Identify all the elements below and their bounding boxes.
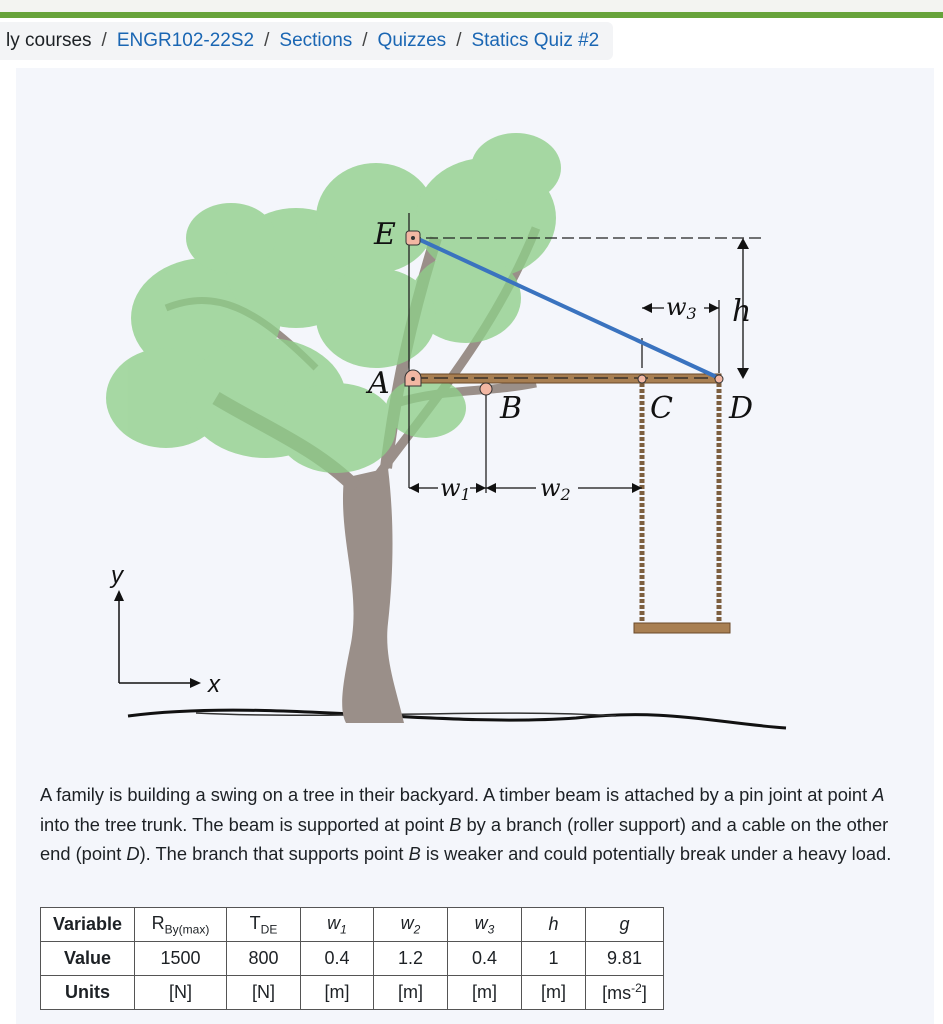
breadcrumb-separator: /	[101, 30, 107, 51]
table-cell-unit: [m]	[522, 976, 586, 1010]
label-dimension-w1: w1	[440, 474, 471, 504]
table-row-header: Variable	[41, 908, 135, 942]
tree-foliage	[106, 133, 561, 473]
table-cell-variable: g	[586, 908, 664, 942]
table-cell-value: 1	[522, 942, 586, 976]
table-cell-value: 1.2	[374, 942, 448, 976]
table-cell-unit: [N]	[135, 976, 227, 1010]
table-cell-variable: $T_{DE}$	[227, 908, 301, 942]
table-cell-variable: $R_{By(max)}$	[135, 908, 227, 942]
table-row-value	[41, 942, 664, 976]
label-dimension-h: h	[732, 294, 752, 329]
swing-seat	[634, 623, 730, 633]
label-point-e: E	[374, 217, 396, 252]
table-cell-variable: $w_2$	[374, 908, 448, 942]
table-cell-value: 0.4	[301, 942, 374, 976]
table-cell-unit: [m]	[374, 976, 448, 1010]
table-row-units	[41, 976, 664, 1010]
table-cell-value: 800	[227, 942, 301, 976]
label-point-a: A	[368, 366, 390, 401]
top-header-strip	[0, 0, 943, 12]
swing-diagram	[16, 68, 934, 768]
table-cell-variable: h	[522, 908, 586, 942]
joint-d	[715, 375, 723, 383]
roller-support-b	[480, 383, 492, 395]
breadcrumb-sections[interactable]: Sections	[279, 30, 353, 51]
label-point-d: D	[729, 391, 754, 426]
table-cell-value: 1500	[135, 942, 227, 976]
breadcrumb-quizzes[interactable]: Quizzes	[377, 30, 447, 51]
breadcrumb-separator: /	[264, 30, 270, 51]
joint-c	[638, 375, 646, 383]
table-cell-unit: [m]	[448, 976, 522, 1010]
label-point-c: C	[650, 391, 673, 426]
breadcrumb-separator: /	[362, 30, 368, 51]
breadcrumb-course[interactable]: ENGR102-22S2	[116, 30, 255, 51]
question-card	[16, 68, 934, 1024]
table-cell-value: 0.4	[448, 942, 522, 976]
tree-trunk	[342, 468, 404, 723]
table-cell-value: 9.81	[586, 942, 664, 976]
label-point-b: B	[500, 391, 523, 426]
table-cell-unit: [m]	[301, 976, 374, 1010]
label-dimension-w2: w2	[540, 474, 571, 504]
table-cell-variable: $w_3$	[448, 908, 522, 942]
table-cell-unit: [N]	[227, 976, 301, 1010]
label-axis-y: y	[111, 562, 123, 589]
breadcrumb-separator: /	[456, 30, 462, 51]
breadcrumb-my-courses[interactable]: ly courses	[6, 30, 92, 51]
table-row-header: Value	[41, 942, 135, 976]
label-dimension-w3: w3	[666, 293, 697, 323]
table-cell-unit: $[ms^{-2}]$	[586, 976, 664, 1010]
label-axis-x: x	[208, 671, 220, 698]
breadcrumb-quiz[interactable]: Statics Quiz #2	[471, 30, 600, 51]
table-row-variable	[41, 908, 664, 942]
table-cell-variable: $w_1$	[301, 908, 374, 942]
problem-statement: A family is building a swing on a tree in their backyard. A timber beam is attached by a pin joint at point A into the tree trunk. The beam is supported at point B by a branch (roller support) and a cable on the other end (point D). The branch that supports point B is weaker and could potentially break under a heavy load.	[40, 784, 892, 864]
breadcrumb	[0, 22, 613, 60]
table-row-header: Units	[41, 976, 135, 1010]
variables-table	[40, 907, 664, 1010]
accent-bar	[0, 12, 943, 18]
